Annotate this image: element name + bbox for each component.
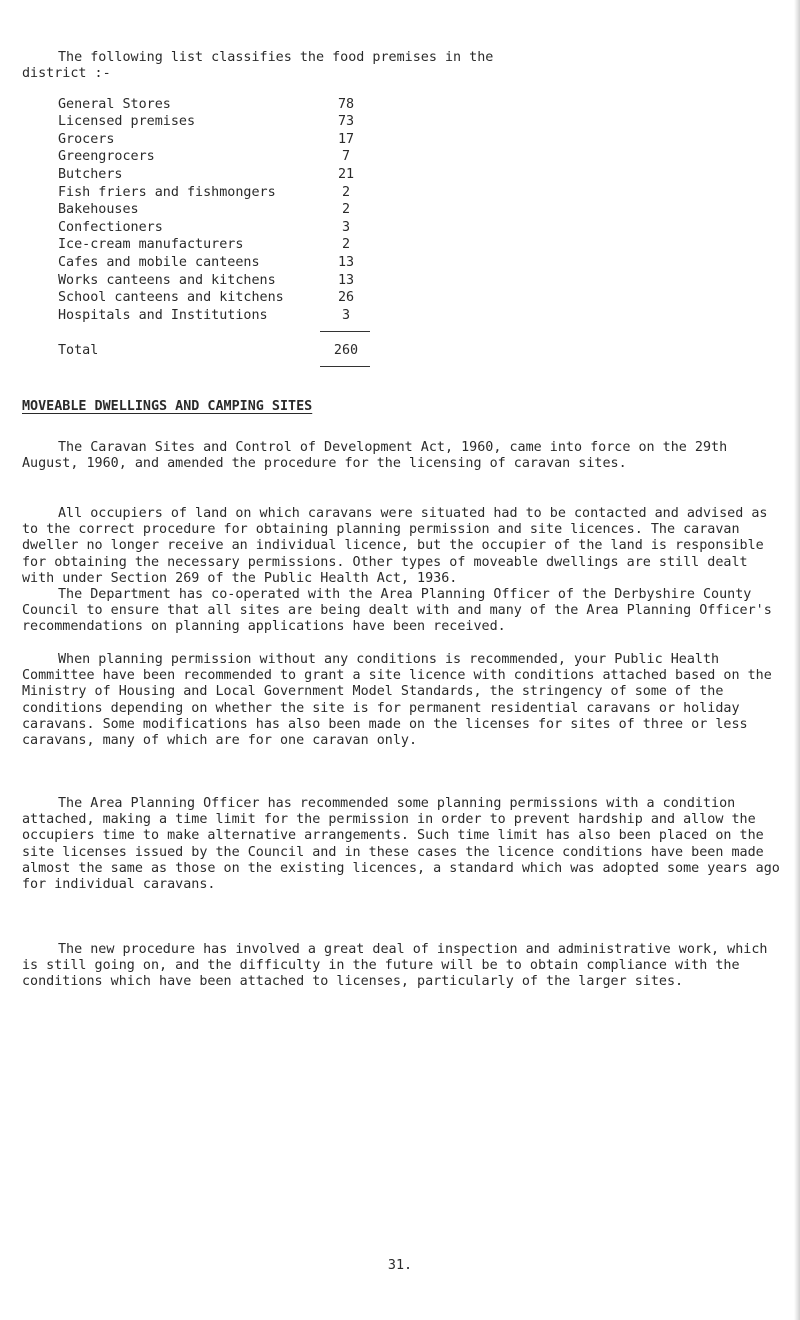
section-heading: MOVEABLE DWELLINGS AND CAMPING SITES	[22, 399, 313, 414]
table-row	[58, 96, 378, 114]
premises-category: Cafes and mobile canteens	[58, 255, 260, 271]
premises-category: School canteens and kitchens	[58, 290, 284, 306]
premises-count: 21	[337, 167, 355, 183]
premises-category: Works canteens and kitchens	[58, 272, 276, 288]
paragraph-5: The Area Planning Officer has recommended some planning permissions with a condition attached, making a time limit for the permission in order to prevent hardship and allow the occupiers time to make alternative arrangements. Such time limit has also been placed on the site licenses issued by the Council and in these cases the licence conditions have been made almost the same as those on the existing licences, a standard which was adopted some years ago for individual caravans.	[22, 796, 780, 893]
table-row	[58, 272, 378, 290]
table-row	[58, 202, 378, 220]
premises-category: Fish friers and fishmongers	[58, 184, 276, 200]
premises-category: Hospitals and Institutions	[58, 307, 268, 323]
premises-category: Butchers	[58, 167, 123, 183]
paragraph-2: All occupiers of land on which caravans were situated had to be contacted and advised as to the correct procedure for obtaining planning permission and site licences. The caravan dweller no longer receive an individual licence, but the occupier of the land is responsible for obtaining the necessary permissions. Other types of moveable dwellings are still dealt with under Section 269 of the Public Health Act, 1936.	[22, 506, 768, 586]
total-rule-bottom	[320, 366, 370, 367]
table-row	[58, 131, 378, 149]
paragraph-1: The Caravan Sites and Control of Development Act, 1960, came into force on the 29th August, 1960, and amended the procedure for the licensing of caravan sites.	[22, 440, 728, 472]
premises-count: 2	[341, 202, 351, 218]
premises-count: 73	[337, 114, 355, 130]
premises-count: 2	[341, 237, 351, 253]
total-row	[58, 343, 378, 361]
premises-category: Bakehouses	[58, 202, 139, 218]
premises-category: Ice-cream manufacturers	[58, 237, 244, 253]
premises-category: Licensed premises	[58, 114, 196, 130]
scan-edge-shadow	[794, 0, 800, 1320]
intro-text	[22, 50, 782, 82]
premises-count: 3	[341, 307, 351, 323]
table-row	[58, 307, 378, 325]
intro-line-2: district :-	[22, 66, 111, 82]
premises-table	[58, 96, 378, 367]
table-row	[58, 237, 378, 255]
premises-category: Grocers	[58, 131, 115, 147]
premises-category: Confectioners	[58, 219, 163, 235]
premises-count: 13	[337, 272, 355, 288]
premises-count: 13	[337, 255, 355, 271]
table-row	[58, 166, 378, 184]
premises-count: 3	[341, 219, 351, 235]
premises-category: Greengrocers	[58, 149, 155, 165]
premises-count: 7	[341, 149, 351, 165]
premises-rows	[58, 96, 378, 325]
table-gap	[58, 332, 378, 343]
table-row	[58, 184, 378, 202]
premises-count: 17	[337, 131, 355, 147]
page-number: 31.	[387, 1258, 413, 1273]
paragraph-6: The new procedure has involved a great deal of inspection and administrative work, which is still going on, and the difficulty in the future will be to obtain compliance with the conditions which have been attached to licenses, particularly of the larger sites.	[22, 942, 768, 990]
intro-line-1: The following list classifies the food premises in the	[58, 50, 494, 65]
total-count: 260	[333, 343, 359, 359]
table-row	[58, 290, 378, 308]
table-row	[58, 219, 378, 237]
table-row	[58, 114, 378, 132]
premises-category: General Stores	[58, 96, 171, 112]
premises-count: 78	[337, 96, 355, 112]
table-row	[58, 149, 378, 167]
premises-count: 2	[341, 184, 351, 200]
paragraph-3: The Department has co-operated with the Area Planning Officer of the Derbyshire County Council to ensure that all sites are being dealt with and many of the Area Planning Officer's recommendations on planning applications have been received.	[22, 587, 772, 635]
premises-count: 26	[337, 290, 355, 306]
paragraph-4: When planning permission without any conditions is recommended, your Public Health Committee have been recommended to grant a site licence with conditions attached based on the Ministry of Housing and Local Government Model Standards, the stringency of some of the conditions depending on whether the site is for permanent residential caravans or holiday caravans. Some modifications has also been made on the licenses for sites of three or less caravans, many of which are for one caravan only.	[22, 652, 772, 749]
total-label: Total	[58, 343, 99, 359]
table-row	[58, 254, 378, 272]
